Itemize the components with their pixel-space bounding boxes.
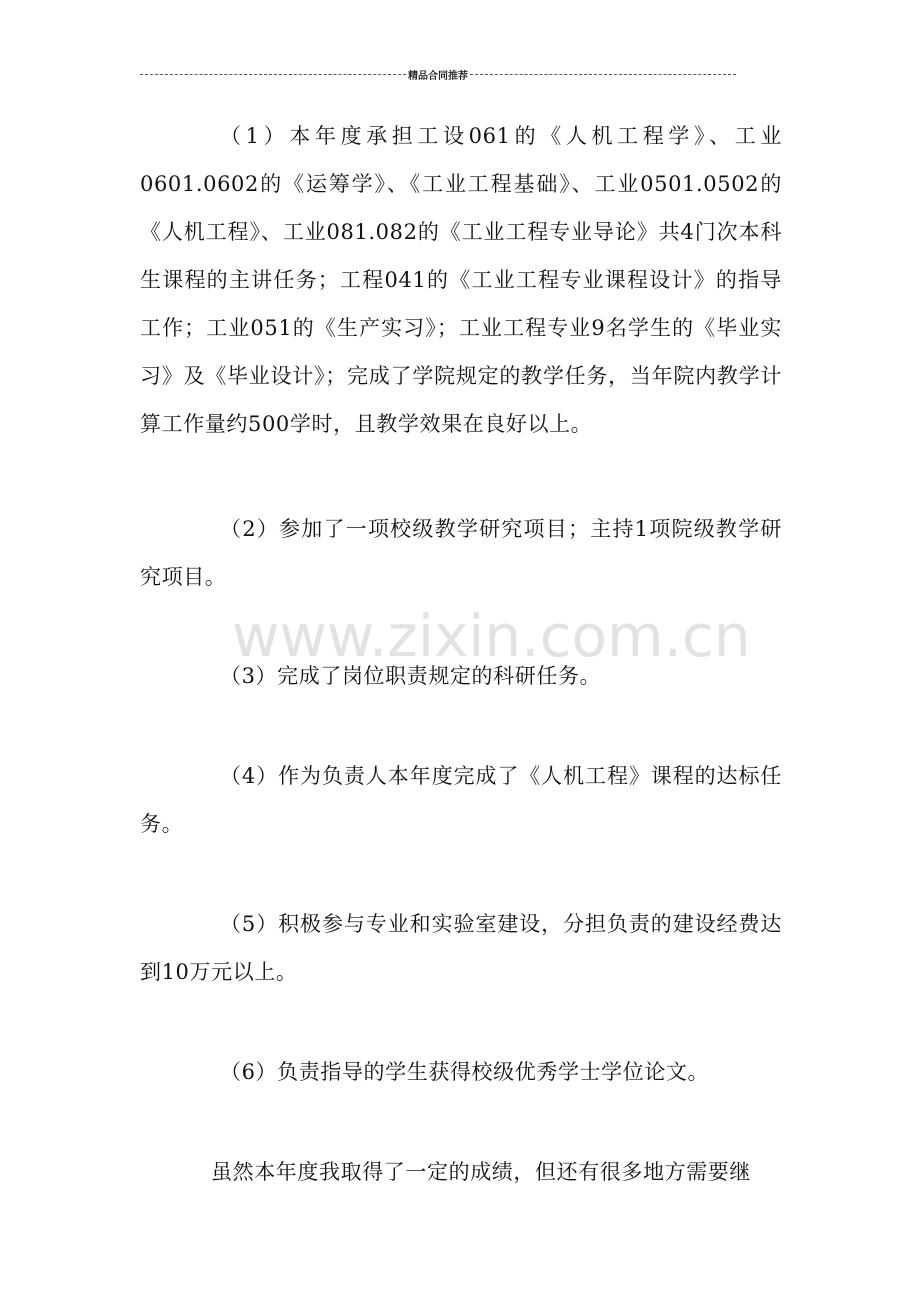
header-dashes-right xyxy=(470,74,736,75)
paragraph-3: （3）完成了岗位职责规定的科研任务。 xyxy=(220,664,602,688)
paragraph-5: （5）积极参与专业和实验室建设，分担负责的建设经费达到10万元以上。 xyxy=(140,912,782,984)
paragraph-6: （6）负责指导的学生获得校级优秀学士学位论文。 xyxy=(220,1060,710,1084)
header-label: 精品合同推荐 xyxy=(408,70,468,82)
document-body xyxy=(140,112,782,1196)
paragraph-1: （1）本年度承担工设061的《人机工程学》、工业0601.0602的《运筹学》、《工业工程基础》、工业0501.0502的《人机工程》、工业081.082的《工业工程专业导论》共4门次本科生课程的主讲任务；工程041的《工业工程专业课程设计》的指导工作；工业051的《生产实习》；工业工程专业9名学生的《毕业实习》及《毕业设计》；完成了学院规定的教学任务，当年院内教学计算工作量约500学时，且教学效果在良好以上。 xyxy=(140,124,782,436)
page-header xyxy=(140,66,736,82)
header-dashes-left xyxy=(140,74,406,75)
watermark: www.zixin.com.cn xyxy=(232,602,751,670)
paragraph-7: 虽然本年度我取得了一定的成绩，但还有很多地方需要继 xyxy=(211,1160,751,1184)
paragraph-4: （4）作为负责人本年度完成了《人机工程》课程的达标任务。 xyxy=(140,764,782,836)
paragraph-2: （2）参加了一项校级教学研究项目；主持1项院级教学研究项目。 xyxy=(140,517,782,589)
